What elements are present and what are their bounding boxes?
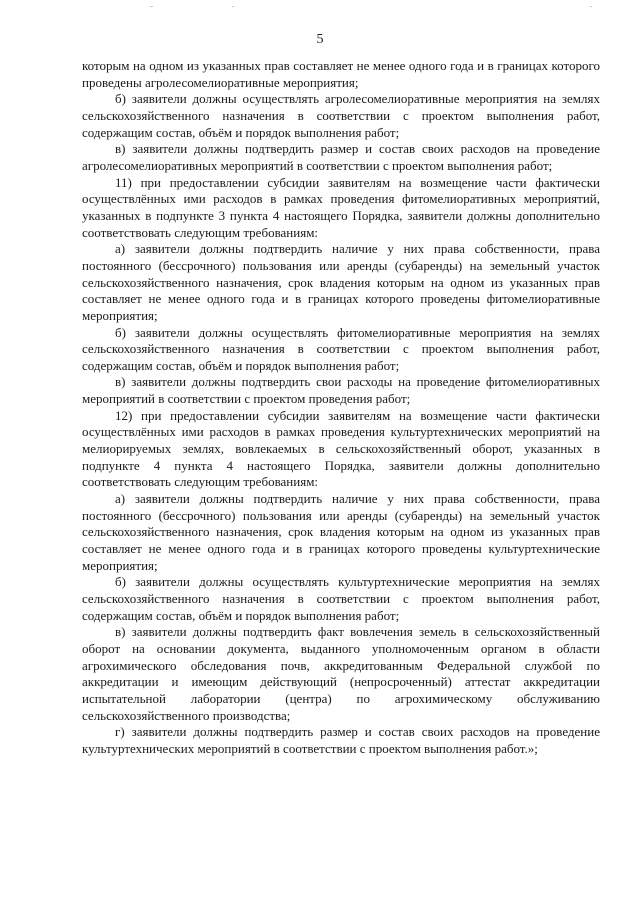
scan-mark (232, 6, 234, 7)
paragraph: в) заявители должны подтвердить свои расходы на проведение фитомелиоративных мероприятий в соответствии с проектом проведения работ; (82, 374, 600, 407)
paragraph: которым на одном из указанных прав составляет не менее одного года и в границах которого проведены агролесомелиоративные мероприятия; (82, 58, 600, 90)
paragraph: б) заявители должны осуществлять агролесомелиоративные мероприятия на землях сельскохозяйственного назначения в соответствии с проектом выполнения работ, содержащим состав, объём и порядок выполнения работ; (82, 91, 600, 140)
paragraph: 11) при предоставлении субсидии заявителям на возмещение части фактически осуществлённых ими расходов в рамках проведения фитомелиоративных мероприятий, указанных в подпункте 3 пункта 4 настоящего Порядка, заявители должны дополнительно соответствовать следующим требованиям: (82, 174, 600, 240)
scan-mark (150, 6, 153, 7)
page-number: 5 (316, 32, 324, 47)
paragraph: г) заявители должны подтвердить размер и состав своих расходов на проведение культуртехнических мероприятий в соответствии с проектом выполнения работ.»; (82, 724, 600, 756)
paragraph: в) заявители должны подтвердить факт вовлечения земель в сельскохозяйственный оборот на основании документа, выданного уполномоченным органом в области агрохимического обследования почв, аккредитованным Федеральной службой по аккредитации и имеющим действующий (непросроченный) аттестат аккредитации испытательной лаборатории (центра) по агрохимическому обслуживанию сельскохозяйственного производства; (82, 624, 600, 723)
paragraph: в) заявители должны подтвердить размер и состав своих расходов на проведение агролесомелиоративных мероприятий в соответствии с проектом выполнения работ; (82, 141, 600, 173)
scan-mark (590, 6, 592, 7)
paragraph: 12) при предоставлении субсидии заявителям на возмещение части фактически осуществлённых ими расходов в рамках проведения культуртехнических мероприятий на мелиорируемых землях, вовлекаемых в сельскохозяйственный оборот, указанных в подпункте 4 пункта 4 настоящего Порядка, заявители должны дополнительно соответствовать следующим требованиям: (82, 407, 600, 490)
paragraph: б) заявители должны осуществлять культуртехнические мероприятия на землях сельскохозяйственного назначения в соответствии с проектом выполнения работ, содержащим состав, объём и порядок выполнения работ; (82, 574, 600, 623)
paragraph: а) заявители должны подтвердить наличие у них права собственности, права постоянного (бессрочного) пользования или аренды (субаренды) на земельный участок сельскохозяйственного назначения, срок владения которым на одном из указанных прав составляет не менее одного года и в границах которого проведены культуртехнические мероприятия; (82, 491, 600, 573)
paragraph: б) заявители должны осуществлять фитомелиоративные мероприятия на землях сельскохозяйственного назначения в соответствии с проектом выполнения работ, содержащим состав, объём и порядок выполнения работ; (82, 324, 600, 373)
paragraph: а) заявители должны подтвердить наличие у них права собственности, права постоянного (бессрочного) пользования или аренды (субаренды) на земельный участок сельскохозяйственного назначения, срок владения которым на одном из указанных прав составляет не менее одного года и в границах которого проведены фитомелиоративные мероприятия; (82, 241, 600, 323)
document-body (82, 58, 600, 758)
